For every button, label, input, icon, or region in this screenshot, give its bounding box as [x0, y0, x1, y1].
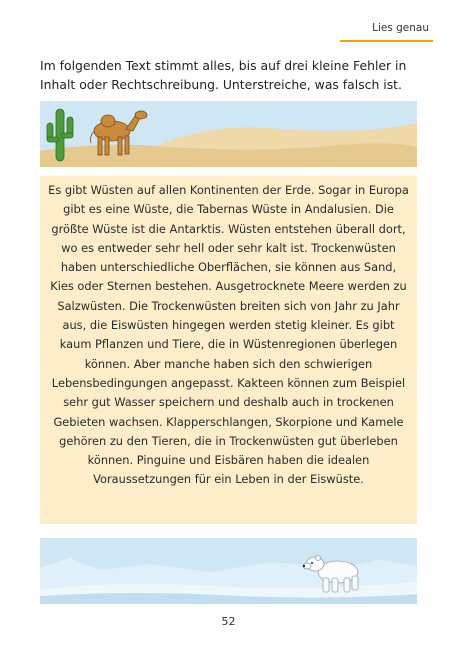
instruction-text: Im folgenden Text stimmt alles, bis auf drei kleine Fehler in Inhalt oder Rechtschreibung. Unterstreiche, was falsch ist. — [40, 58, 407, 92]
header-rule — [340, 40, 433, 42]
desert-illustration — [40, 101, 417, 167]
polar-bear-nose — [303, 565, 305, 567]
header-section-label: Lies genau — [372, 22, 429, 34]
polar-bear-eye — [311, 562, 313, 564]
passage-text: Es gibt Wüsten auf allen Kontinenten der Erde. Sogar in Europa gibt es eine Wüste, die Tabernas Wüste in Andalusien. Die größte Wüste ist die Antarktis. Wüsten entstehen überall dort, wo es entweder sehr hell oder sehr kalt ist. Trockenwüsten haben unterschiedliche Oberflächen, sie können aus Sand, Kies oder Sternen bestehen. Ausgetrocknete Meere werden zu Salzwüsten. Die Trockenwüsten breiten sich von Jahr zu Jahr aus, die Eiswüsten hingegen werden stetig kleiner. Es gibt kaum Pflanzen und Tiere, die in Wüstenregionen überlegen können. Aber manche haben sich den schwierigen Lebensbedingungen angepasst. Kakteen können zum Beispiel sehr gut Wasser speichern und deshalb auch in trockenen Gebieten wachsen. Klapperschlangen, Skorpione und Kamele gehören zu den Tieren, die in Trockenwüsten gut überleben können. Pinguine und Eisbären haben die idealen Voraussetzungen für ein Leben in der Eiswüste. — [40, 176, 417, 524]
arctic-illustration — [40, 538, 417, 604]
page-number: 52 — [221, 615, 236, 628]
